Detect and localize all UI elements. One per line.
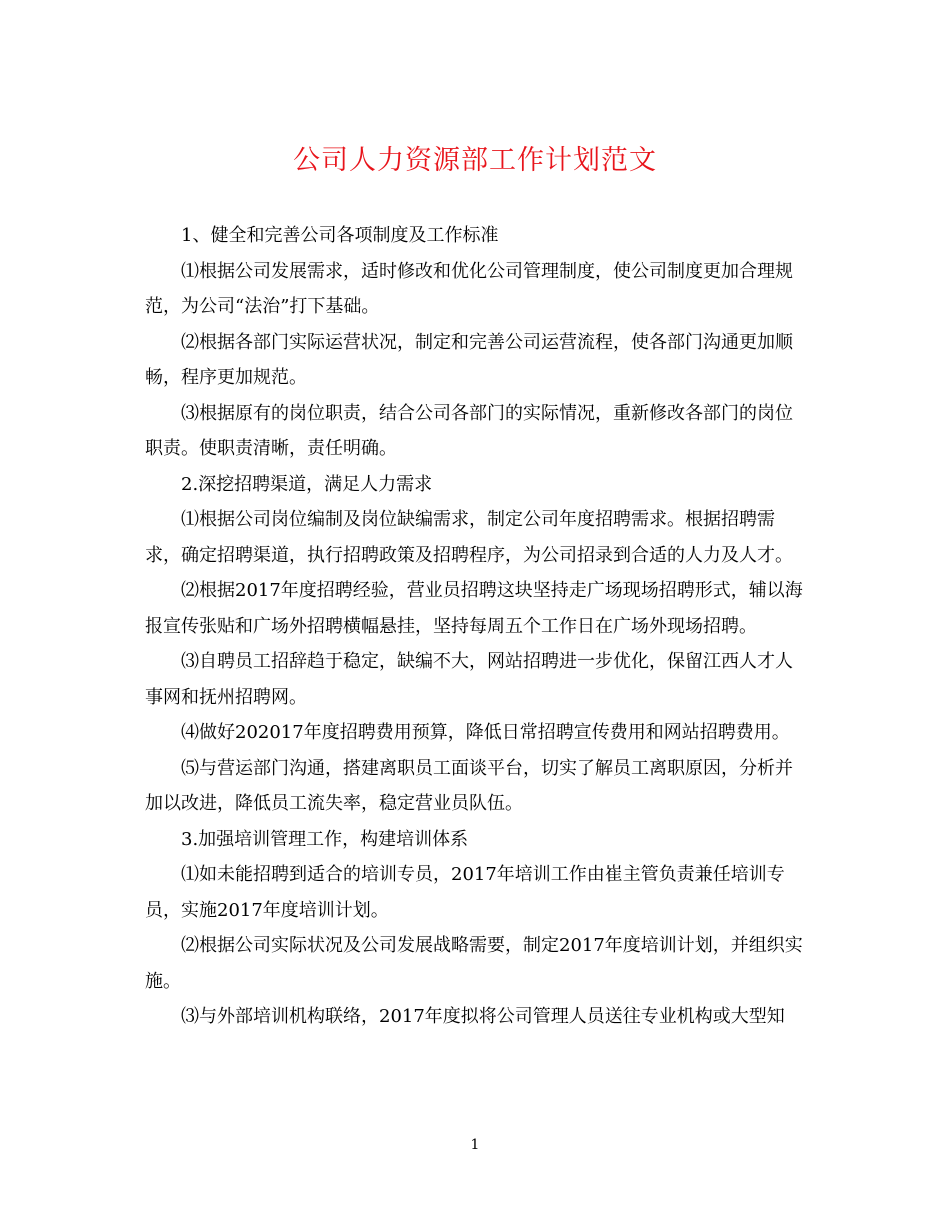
section-heading: 2.深挖招聘渠道，满足人力需求 (181, 473, 433, 495)
paragraph: ⑵根据2017年度招聘经验，营业员招聘这块坚持走广场现场招聘形式，辅以海报宣传张贴和广场外招聘横幅悬挂，坚持每周五个工作日在广场外现场招聘。 (145, 580, 803, 637)
paragraph: ⑵根据各部门实际运营状况，制定和完善公司运营流程，使各部门沟通更加顺畅，程序更加规范。 (145, 331, 793, 388)
paragraph: ⑶与外部培训机构联络，2017年度拟将公司管理人员送往专业机构或大型知 (181, 1006, 785, 1027)
paragraph: ⑴根据公司岗位编制及岗位缺编需求，制定公司年度招聘需求。根据招聘需求，确定招聘渠道，执行招聘政策及招聘程序，为公司招录到合适的人力及人才。 (145, 509, 793, 566)
document-body (145, 218, 810, 1035)
page-title: 公司人力资源部工作计划范文 (293, 145, 657, 176)
section-heading: 3.加强培训管理工作，构建培训体系 (181, 828, 469, 850)
paragraph: ⑸与营运部门沟通，搭建离职员工面谈平台，切实了解员工离职原因，分析并加以改进，降低员工流失率，稳定营业员队伍。 (145, 757, 793, 814)
paragraph: ⑶自聘员工招辞趋于稳定，缺编不大，网站招聘进一步优化，保留江西人才人事网和抚州招聘网。 (145, 651, 793, 708)
paragraph: ⑴如未能招聘到适合的培训专员，2017年培训工作由崔主管负责兼任培训专员，实施2017年度培训计划。 (145, 864, 785, 921)
page-number: 1 (470, 1137, 480, 1153)
section-heading: 1、健全和完善公司各项制度及工作标准 (181, 225, 499, 246)
paragraph: ⑵根据公司实际状况及公司发展战略需要，制定2017年度培训计划，并组织实施。 (145, 935, 803, 992)
paragraph: ⑴根据公司发展需求，适时修改和优化公司管理制度，使公司制度更加合理规范，为公司“法治”打下基础。 (145, 260, 793, 317)
paragraph: ⑷做好202017年度招聘费用预算，降低日常招聘宣传费用和网站招聘费用。 (181, 722, 790, 743)
paragraph: ⑶根据原有的岗位职责，结合公司各部门的实际情况，重新修改各部门的岗位职责。使职责清晰，责任明确。 (145, 402, 793, 459)
